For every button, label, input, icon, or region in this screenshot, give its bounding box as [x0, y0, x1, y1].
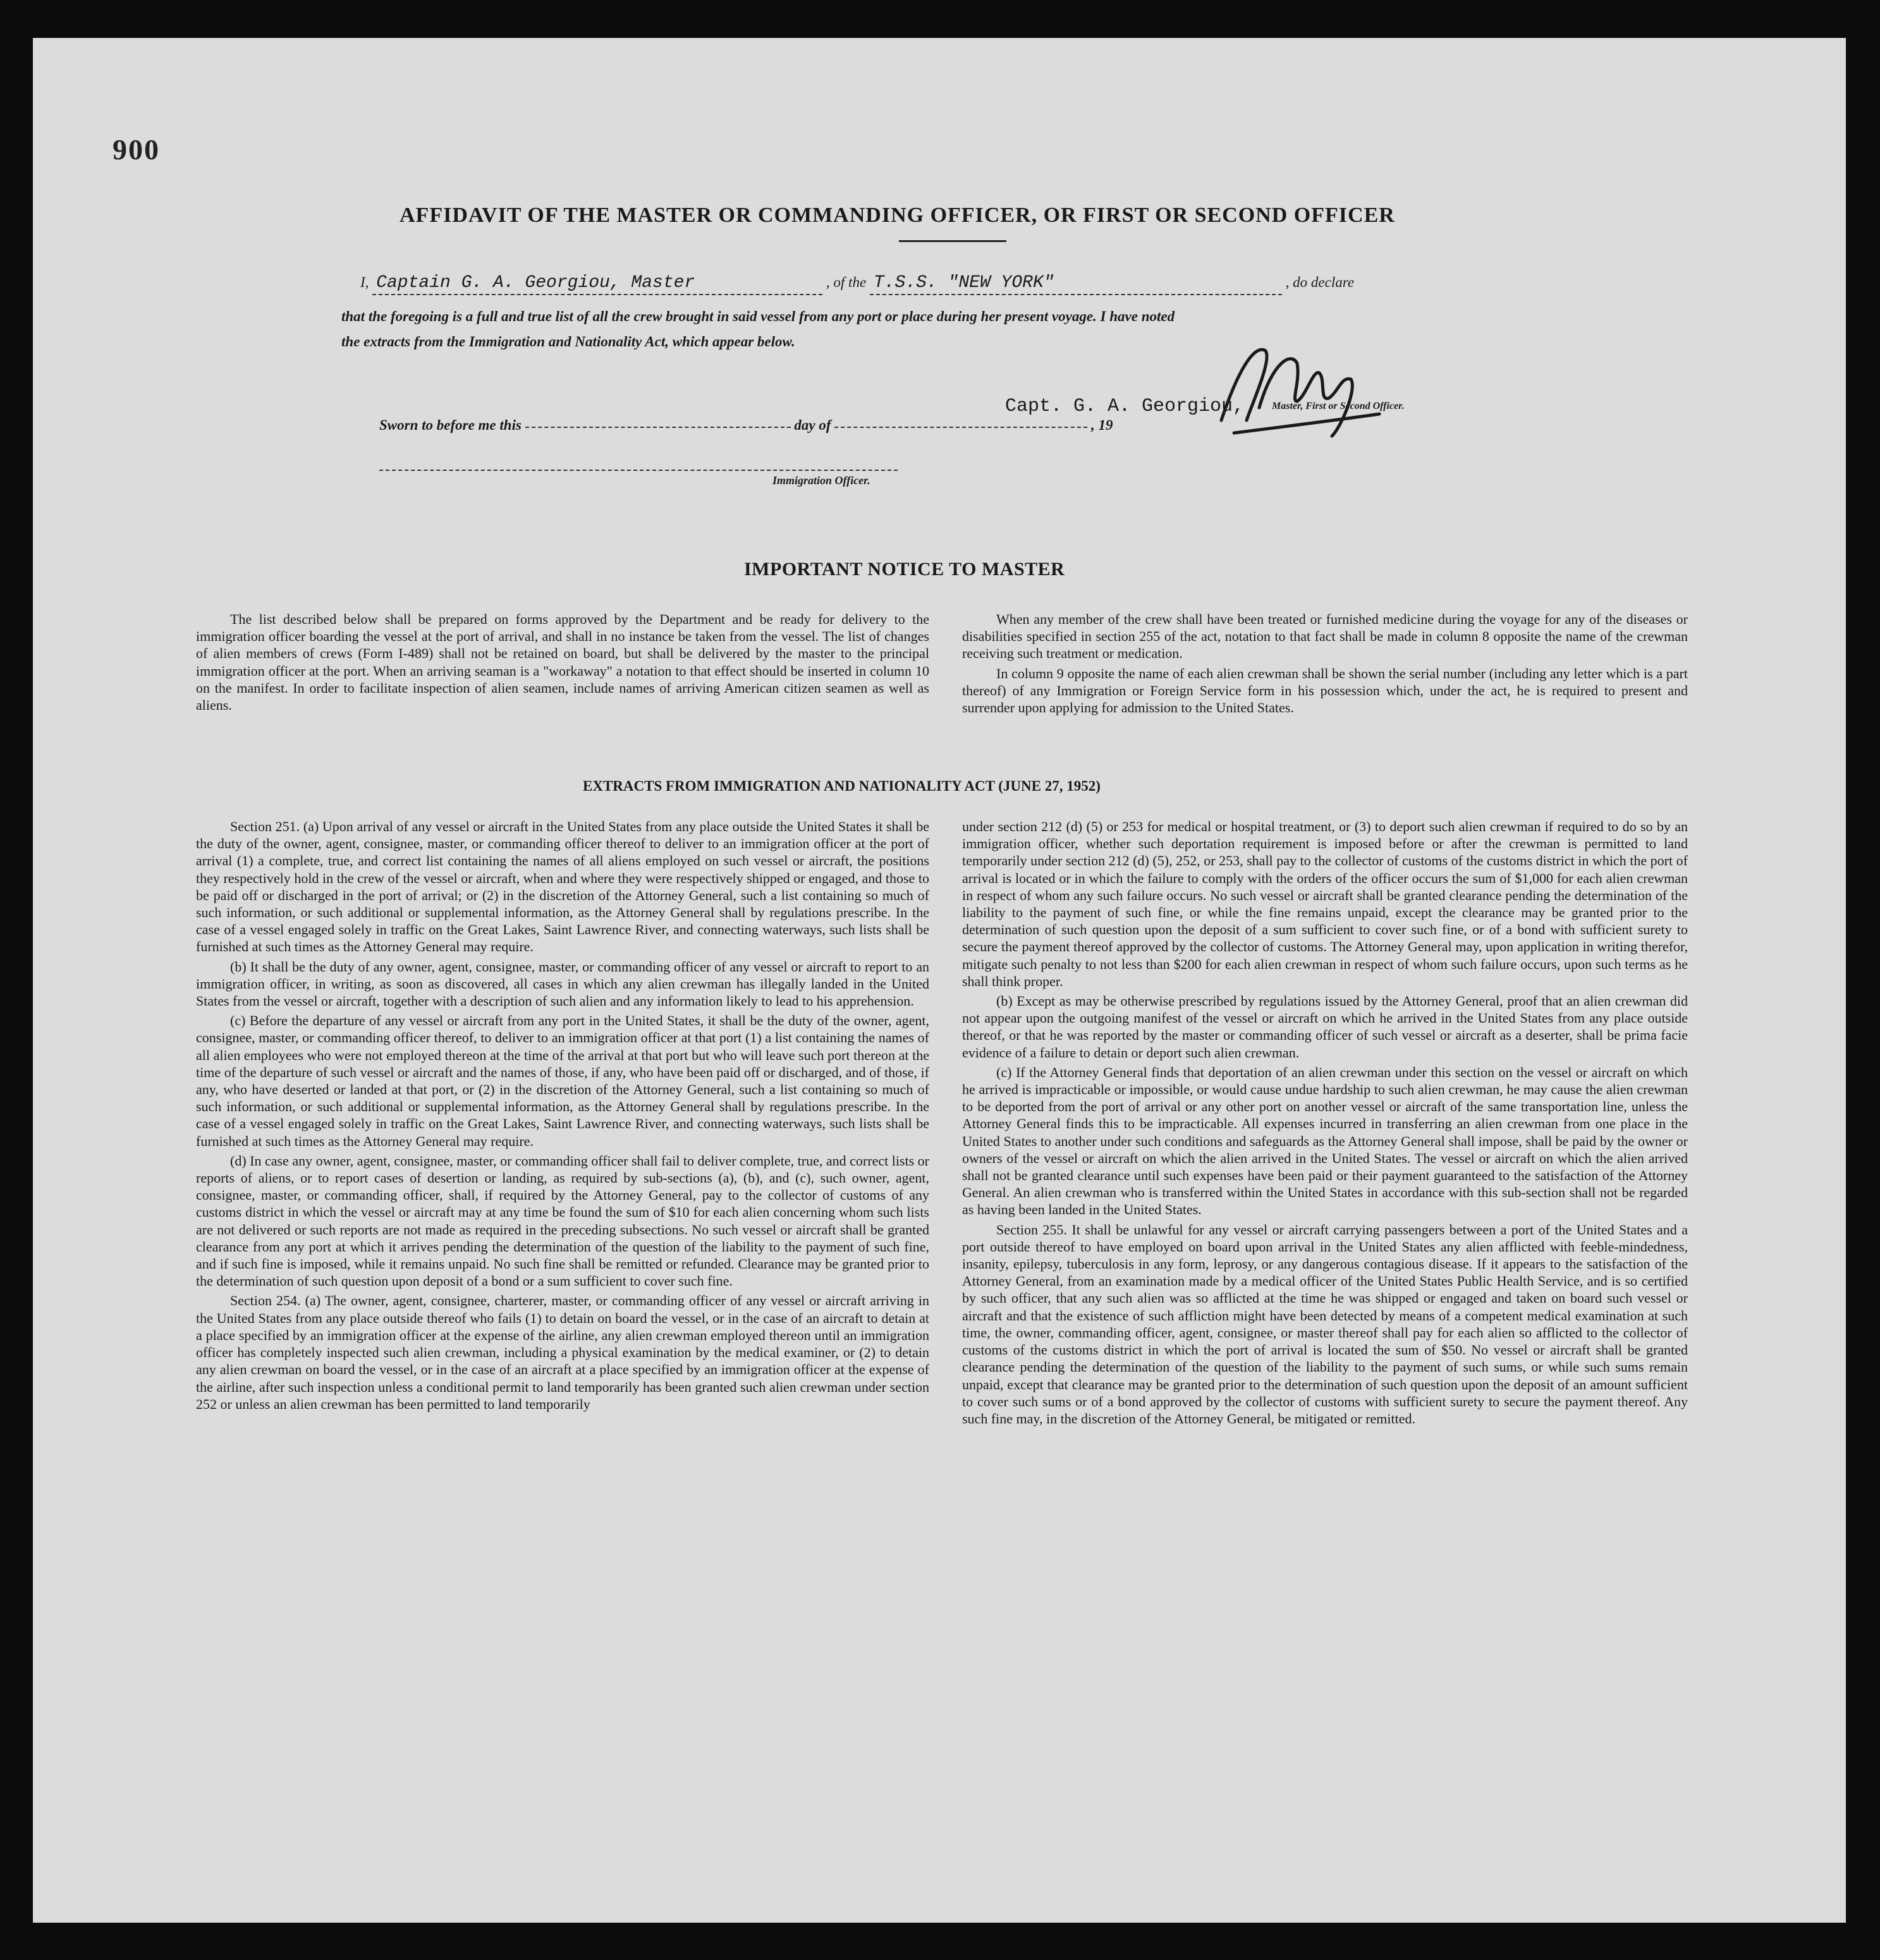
page-number: 900 [113, 133, 160, 166]
master-name-field: Captain G. A. Georgiou, Master [372, 273, 822, 295]
section-251d: (d) In case any owner, agent, consignee, master, or commanding officer shall fail to deliver complete, true, and correct lists or reports of aliens, or to report cases of desertion or landing, as required by sub-sections (a), (b), and (c), such owner, agent, consignee, master, or commanding officer, shall, if required by the Attorney General, pay to the collector of customs of any customs district in which the vessel or aircraft may at any time be found the sum of $10 for each alien concerning whom such lists are not delivered or such reports are not made as required in the preceding subsections. No such vessel or aircraft shall be granted clearance from any port at which it arrives pending the determination of the question of the liability to the payment of such fine, and if such fine is imposed, while it remains unpaid. No such fine shall be remitted or refunded. Clearance may be granted prior to the determination of such question upon deposit of a bond or a sum sufficient to cover such fine. [196, 1152, 929, 1289]
affidavit-line-2: that the foregoing is a full and true list of all the crew brought in said vessel from any port or place during her present voyage. I have noted [341, 308, 1175, 324]
label-of-the: , of the [826, 274, 867, 290]
immigration-officer-label: Immigration Officer. [772, 474, 870, 487]
sworn-line [379, 417, 1113, 434]
affidavit-line-3: the extracts from the Immigration and Nationality Act, which appear below. [341, 334, 795, 350]
notice-left-paragraph: The list described below shall be prepared on forms approved by the Department and be ready for delivery to the immigration officer boarding the vessel at the port of arrival, and shall in no instance be taken from the vessel. The list of changes of alien members of crews (Form I-489) shall not be retained on board, but shall be delivered by the master to the principal immigration officer at the port. When an arriving seaman is a "workaway" a notation to that effect should be inserted in column 10 on the manifest. In order to facilitate inspection of alien seamen, include names of arriving American citizen seamen as well as aliens. [196, 611, 929, 714]
affidavit-line-declaration [360, 273, 1354, 295]
extracts-left-column [196, 818, 929, 1415]
notice-left-column [196, 611, 929, 716]
section-254a-continued: under section 212 (d) (5) or 253 for medical or hospital treatment, or (3) to deport such alien crewman if required to do so by an immigration officer, whether such deportation requirement is imposed before or after the crewman is permitted to land temporarily under section 212 (d) (5), 252, or 253, shall pay to the collector of customs of the customs district in which the port of arrival is located or in which the failure to comply with the orders of the officer occurs the sum of $1,000 for each alien crewman in respect of whom any such failure occurs. No such vessel or aircraft shall be granted clearance pending the determination of the liability to the payment of such fine, or while the fine remains unpaid, except the clearance may be granted prior to the determination of such question upon the deposit of a sum sufficient to cover such fine, or of a bond with sufficient surety to secure the payment thereof approved by the collector of customs. The Attorney General may, upon application in writing therefor, mitigate such penalty to not less than $200 for each alien crewman in respect of whom such failure occurs, upon such terms as he shall think proper. [962, 819, 1688, 989]
section-251a: Section 251. (a) Upon arrival of any vessel or aircraft in the United States from any place outside the United States it shall be the duty of the owner, agent, consignee, master, or commanding officer thereof to deliver to an immigration officer at the port of arrival (1) a complete, true, and correct list containing the names of all aliens employed on such vessel or aircraft, the positions they respectively hold in the crew of the vessel or aircraft, when and where they were respectively shipped or engaged, and those to be paid off or discharged in the port of arrival; or (2) in the discretion of the Attorney General, such a list containing so much of such information, or such additional or supplemental information, as the Attorney General shall by regulations prescribe. In the case of a vessel engaged solely in traffic on the Great Lakes, Saint Lawrence River, and connecting waterways, such lists shall be furnished at such times as the Attorney General may require. [196, 819, 929, 955]
officer-signature-name: Capt. G. A. Georgiou, [1005, 396, 1245, 417]
label-day-of: day of [794, 417, 831, 433]
extracts-right-column [962, 818, 1688, 1430]
label-sworn: Sworn to before me this [379, 417, 522, 433]
affidavit-title: AFFIDAVIT OF THE MASTER OR COMMANDING OFFICER, OR FIRST OR SECOND OFFICER [400, 204, 1395, 227]
section-255: Section 255. It shall be unlawful for any vessel or aircraft carrying passengers between a port of the United States and a port outside thereof to have employed on board upon arrival in the United States any alien afflicted with feeble-mindedness, insanity, epilepsy, tuberculosis in any form, leprosy, or any dangerous contagious disease. If it appears to the satisfaction of the Attorney General, from an examination made by a medical officer of the United States Public Health Service, and is so certified by such officer, that any such alien was so afflicted at the time he was shipped or engaged and taken on board such vessel or aircraft and that the existence of such affliction might have been detected by means of a competent medical examination at such time, the owner, commanding officer, agent, consignee, or master thereof shall pay for each alien so afflicted to the collector of customs of the customs district in which the port of arrival is located the sum of $50. No vessel or aircraft shall be granted clearance pending the determination of the question of the liability to the payment of such sums, or while such sums remain unpaid, except that clearance may be granted prior to the determination of such question upon the deposit of an amount sufficient to cover such sums or of a bond approved by the collector of customs with sufficient surety to secure the payment thereof. Any such fine may, in the discretion of the Attorney General, be mitigated or remitted. [962, 1221, 1688, 1427]
notice-right-column [962, 611, 1688, 719]
title-underline [899, 240, 1006, 242]
label-i: I, [360, 274, 369, 290]
immigration-officer-blank [379, 468, 898, 471]
section-254a: Section 254. (a) The owner, agent, consignee, charterer, master, or commanding officer of any vessel or aircraft arriving in the United States from any place outside thereof who fails (1) to detain on board the vessel, or in the case of an aircraft to detain at a place specified by an immigration officer at the expense of the airline, any alien crewman employed thereon until an immigration officer has completely inspected such alien crewman, including a physical examination by the medical examiner, or (2) to detain any alien crewman on board the vessel, or in the case of an aircraft at a place specified by an immigration officer at the expense of the airline, after such inspection unless a conditional permit to land temporarily has been granted such alien crewman under section 252 or unless an alien crewman has been permitted to land temporarily [196, 1293, 929, 1412]
notice-right-paragraph-2: In column 9 opposite the name of each alien crewman shall be shown the serial number (including any letter which is a part thereof) of any Immigration or Foreign Service form in his possession which, under the act, he is required to present and surrender upon applying for admission to the United States. [962, 665, 1688, 716]
section-251b: (b) It shall be the duty of any owner, agent, consignee, master, or commanding officer of any vessel or aircraft to report to an immigration officer, in writing, as soon as discovered, all cases in which any alien crewman has illegally landed in the United States from the vessel or aircraft, together with a description of such alien and any information likely to lead to his apprehension. [196, 958, 929, 1009]
notice-title: IMPORTANT NOTICE TO MASTER [744, 559, 1065, 580]
label-do-declare: , do declare [1285, 274, 1355, 290]
sworn-month-blank [834, 425, 1087, 428]
label-year: , 19 [1091, 417, 1113, 433]
section-251c: (c) Before the departure of any vessel or aircraft from any port in the United States, it shall be the duty of the owner, agent, consignee, master, or commanding officer thereof, to deliver to an immigration officer at that port (1) a list containing the names of all alien employees who were not employed thereon at the time of the arrival at that port but who will leave such port thereon at the time of the departure of such vessel or aircraft and the names of those, if any, who have been paid off or discharged, and of those, if any, who have deserted or landed at that port, or (2) in the discretion of the Attorney General, such a list containing so much of such information, or such additional or supplemental information, as the Attorney General shall by regulations prescribe. In the case of a vessel engaged solely in traffic on the Great Lakes, Saint Lawrence River, and connecting waterways, such lists shall be furnished at such times as the Attorney General may require. [196, 1013, 929, 1149]
sworn-day-blank [525, 425, 791, 428]
handwritten-signature [1196, 326, 1386, 446]
document-page [33, 38, 1846, 1923]
section-254b: (b) Except as may be otherwise prescribed by regulations issued by the Attorney General, proof that an alien crewman did not appear upon the outgoing manifest of the vessel or aircraft on which he arrived in the United States from any place outside thereof, or that he was reported by the master or commanding officer of such vessel or aircraft as a deserter, shall be prima facie evidence of a failure to detain or deport such alien crewman. [962, 993, 1688, 1061]
section-254c: (c) If the Attorney General finds that deportation of an alien crewman under this section on the vessel or aircraft on which he arrived is impracticable or impossible, or would cause undue hardship to such alien crewman, he may cause the alien crewman to be deported from the port of arrival or any other port on another vessel or aircraft of the same transportation line, unless the Attorney General finds this to be impracticable. All expenses incurred in transferring an alien crewman from one place in the United States to another under such conditions and safeguards as the Attorney General shall impose, shall be paid by the owner or owners of the vessel or aircraft on which the alien arrived in the United States. The vessel or aircraft on which the alien arrived shall not be granted clearance until such expenses have been paid or their payment guaranteed to the satisfaction of the Attorney General. An alien crewman who is transferred within the United States in accordance with this sub-section shall not be regarded as having been landed in the United States. [962, 1064, 1688, 1218]
extracts-title: EXTRACTS FROM IMMIGRATION AND NATIONALITY ACT (JUNE 27, 1952) [583, 778, 1101, 794]
vessel-name-field: T.S.S. "NEW YORK" [870, 273, 1282, 295]
master-officer-label: Master, First or Second Officer. [1272, 401, 1405, 411]
notice-right-paragraph-1: When any member of the crew shall have been treated or furnished medicine during the voyage for any of the diseases or disabilities specified in section 255 of the act, notation to that fact shall be made in column 8 opposite the name of the crewman receiving such treatment or medication. [962, 611, 1688, 662]
